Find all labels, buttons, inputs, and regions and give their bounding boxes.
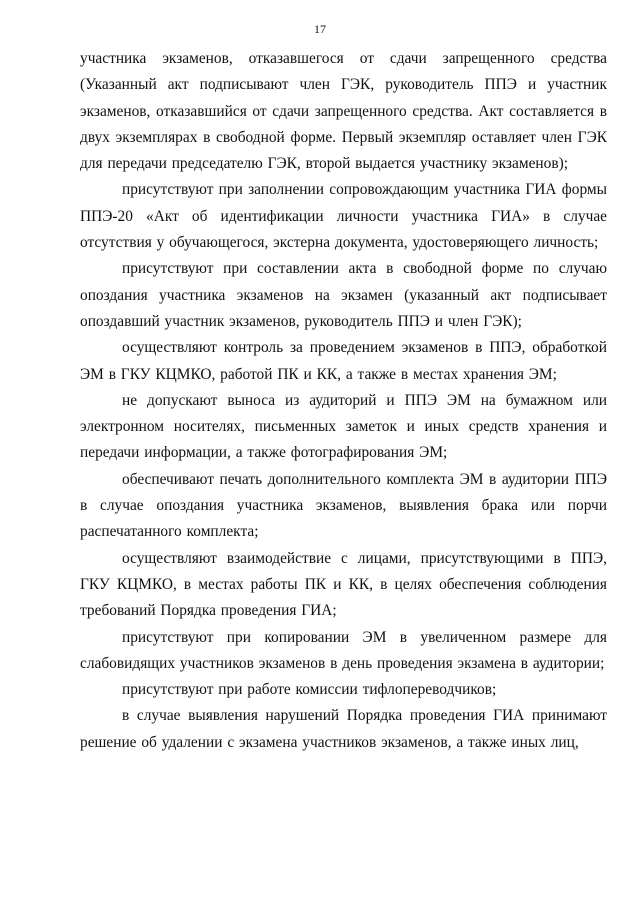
paragraph-enlarged-copy: присутствуют при копировании ЭМ в увеличенном размере для слабовидящих участников экзаменов в день проведения экзамена в аудитории; [80,628,607,672]
page-number: 17 [314,22,326,36]
paragraph-interaction: осуществляют взаимодействие с лицами, присутствующими в ППЭ, ГКУ КЦМКО, в местах работы ПК и КК, в целях обеспечения соблюдения требований Порядка проведения ГИА; [80,549,607,620]
paragraph-materials-removal-ban: не допускают выноса из аудиторий и ППЭ ЭМ на бумажном или электронном носителях, письменных заметок и иных средств хранения и передачи информации, а также фотографирования ЭМ; [80,391,607,462]
paragraph-lateness-act: присутствуют при составлении акта в свободной форме по случаю опоздания участника экзаменов на экзамен (указанный акт подписывает опоздавший участник экзаменов, руководитель ППЭ и член ГЭК); [80,260,607,330]
document-body [80,46,607,756]
paragraph-exam-participant-refusal-act: участника экзаменов, отказавшегося от сдачи запрещенного средства (Указанный акт подписывают член ГЭК, руководитель ППЭ и участник экзаменов, отказавшийся от сдачи запрещенного средства. Акт составляется в двух экземплярах в свободной форме. Первый экземпляр оставляет член ГЭК для передачи председателю ГЭК, второй выдается участнику экзаменов); [80,50,607,173]
paragraph-exam-control: осуществляют контроль за проведением экзаменов в ППЭ, обработкой ЭМ в ГКУ КЦМКО, работой ПК и КК, а также в местах хранения ЭМ; [80,339,607,383]
paragraph-violation-removal: в случае выявления нарушений Порядка проведения ГИА принимают решение об удалении с экзамена участников экзаменов, а также иных лиц, [80,707,607,751]
paragraph-identification-act: присутствуют при заполнении сопровождающим участника ГИА формы ППЭ-20 «Акт об идентификации личности участника ГИА» в случае отсутствия у обучающегося, экстерна документа, удостоверяющего личность; [80,181,607,252]
paragraph-tiflo-commission: присутствуют при работе комиссии тифлопереводчиков; [122,681,497,699]
paragraph-additional-kit-print: обеспечивают печать дополнительного комплекта ЭМ в аудитории ППЭ в случае опоздания участника экзаменов, выявления брака или порчи распечатанного комплекта; [80,470,607,541]
